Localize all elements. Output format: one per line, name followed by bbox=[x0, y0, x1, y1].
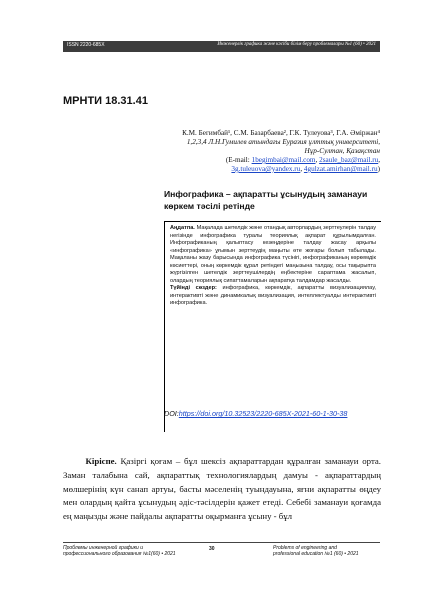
keywords-label: Түйінді сөздер: bbox=[170, 285, 217, 291]
author-city: Нұр-Султан, Қазақстан bbox=[304, 147, 380, 155]
author-names: К.М. Бегимбай¹, С.М. Базарбаева², Г.К. Тулеуова³, Г.А. Әміржан⁴ bbox=[182, 129, 380, 137]
abstract-text: Мақалада шетелдік және отандық авторлардың зерттеулерін талдау негізінде инфографика туралы теориялық ақпарат құрылымдалған. Инфографиканың қалыптасу кезеңдеріне талдау жасау арқылы «инфографика» ұғымын зерттеудің маңыты өте жоғары болып табылады. Мақаланы жазу барысында инфографика түсінігі, инфографиканың көркемдік көсиеттері, оның көркемдік құрал ретіндегі маңызына талдау, осы тақырыпта жүргізілген шетелдік зерттеушілердің еңбектеріне сараптама жасалып, олардың теориялық сипаттамаларын ақпаратқа талдамдар жасалды. bbox=[170, 225, 376, 284]
footer-divider bbox=[63, 542, 380, 543]
email-link-4[interactable]: 4gulzat.amirhan@mail.ru bbox=[303, 165, 378, 173]
footer-left bbox=[63, 545, 176, 557]
footer-right-line2: professional education №1 (60) • 2021 bbox=[273, 551, 359, 557]
doi-link[interactable]: https://doi.org/10.32523/2220-685X-2021-60-1-30-38 bbox=[178, 409, 348, 418]
footer-left-line2: профессионального образования №1(60) • 2021 bbox=[63, 551, 176, 557]
abstract-label: Аңдатпа. bbox=[170, 225, 195, 231]
mrnti-code: МРНТИ 18.31.41 bbox=[63, 95, 148, 107]
email-link-2[interactable]: 2saule_baz@mail.ru bbox=[319, 156, 379, 164]
intro-text: Қазіргі қоғам – бұл шексіз ақпараттардан құралған заманауи орта. Заман талабына сай, ақпараттық технологиялардың дамуы - ақпараттардың мөлшерінің күн санап артуы, басты мәселенің туындауына, яғни ақпаратты өңдеу мен олардың қайта ұсынудың әдіс-тәсілдерін қажет етеді. Себебі заманауи қоғамда ең маңызды және пайдалы ақпаратты оқырманға ұсыну - бұл bbox=[63, 456, 381, 522]
footer-right bbox=[273, 545, 359, 557]
footer-right-line1: Problems of engineering and bbox=[273, 545, 337, 551]
intro-paragraph bbox=[63, 455, 381, 524]
author-emails-line1: (E-mail: 1begimbai@mail.com, 2saule_baz@mail.ru, bbox=[225, 156, 380, 164]
abstract-block bbox=[170, 225, 376, 308]
email-prefix: (E-mail: bbox=[225, 156, 252, 164]
keywords-text: инфографика, көркемдік, ақпаратты визуализациялау, интерактивті және динамикалық визуализация, интеллектуалды интерактивті инфографика. bbox=[170, 285, 376, 306]
journal-title: Инженерлік графика және кәсіби білім беру проблемалары №1 (60) • 2021 bbox=[217, 42, 376, 47]
intro-lead: Кіріспе. bbox=[85, 456, 117, 466]
email-link-3[interactable]: 3g.tuleuova@yandex.ru bbox=[231, 165, 301, 173]
footer-left-line1: Проблемы инженерной графики и bbox=[63, 545, 143, 551]
email-link-1[interactable]: 1begimbai@mail.com bbox=[251, 156, 316, 164]
page-number: 30 bbox=[209, 546, 215, 552]
doi-line bbox=[164, 409, 347, 418]
email-suffix: ) bbox=[377, 165, 380, 173]
author-affiliation: 1,2,3,4 Л.Н.Гумилев атындағы Еуразия ұлттық университеті, bbox=[186, 138, 380, 146]
article-title: Инфографика – ақпаратты ұсынудың заманауи көркем тәсілі ретінде bbox=[164, 189, 368, 211]
journal-header bbox=[63, 41, 380, 52]
author-emails-line2: 3g.tuleuova@yandex.ru, 4gulzat.amirhan@mail.ru) bbox=[231, 165, 380, 173]
issn-label: ISSN 2220-685X bbox=[67, 42, 105, 48]
doi-prefix: DOI: bbox=[164, 409, 179, 418]
